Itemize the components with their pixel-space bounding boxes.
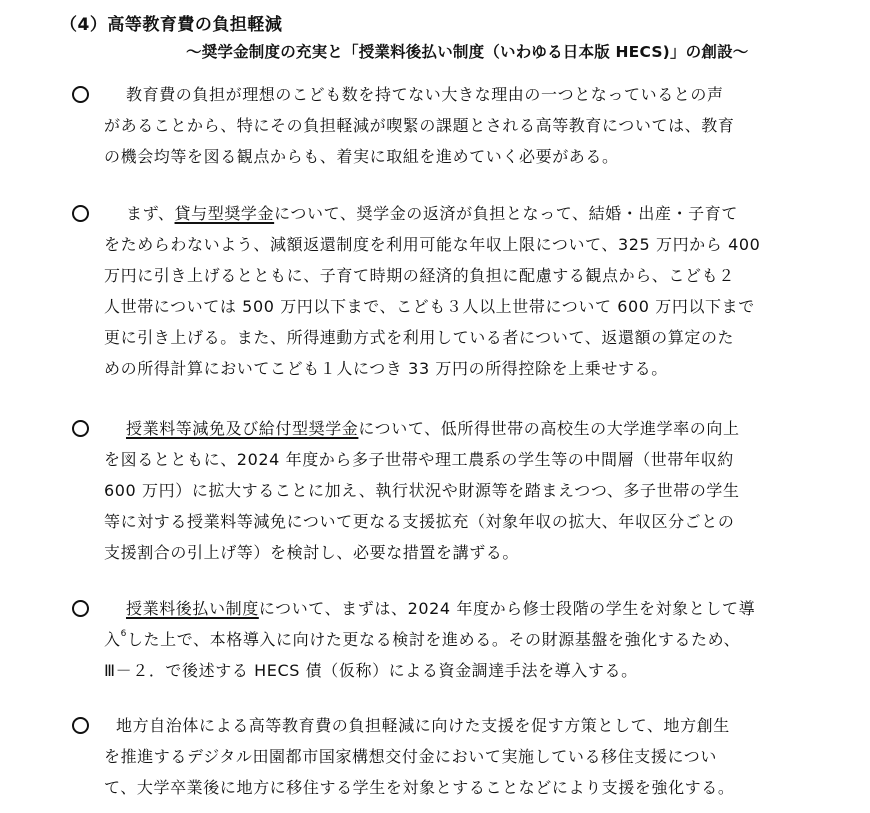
text-segment: した上で、本格導入に向けた更なる検討を進める。その財源基盤を強化するため、: [126, 630, 741, 649]
bullet-circle-icon: [72, 414, 89, 444]
underlined-term-deferred-tuition: 授業料後払い制度: [126, 599, 259, 618]
paragraph-line: 等に対する授業料等減免について更なる支援拡充（対象年収の拡大、年収区分ごとの: [104, 512, 735, 531]
paragraph-line: [126, 594, 755, 624]
section-subheading: ～奨学金制度の充実と「授業料後払い制度（いわゆる日本版 HECS)」の創設～: [186, 43, 749, 61]
paragraph-line: を図るとともに、2024 年度から多子世帯や理工農系の学生等の中間層（世帯年収約: [104, 450, 734, 469]
paragraph-line: [126, 414, 740, 444]
paragraph-line: 地方自治体による高等教育費の負担軽減に向けた支援を促す方策として、地方創生: [116, 716, 730, 735]
text-segment: 入: [104, 630, 121, 649]
underlined-term-loan-scholarship: 貸与型奨学金: [174, 204, 275, 223]
paragraph-line: 支援割合の引上げ等）を検討し、必要な措置を講ずる。: [104, 543, 520, 562]
section-heading: （4）高等教育費の負担軽減: [60, 15, 283, 35]
footnote-marker[interactable]: 6: [120, 629, 127, 639]
paragraph-line: 人世帯については 500 万円以下まで、こども３人以上世帯について 600 万円以下まで: [104, 297, 755, 316]
paragraph-line: があることから、特にその負担軽減が喫緊の課題とされる高等教育については、教育: [104, 116, 735, 135]
paragraph-line: 万円に引き上げるとともに、子育て時期の経済的負担に配慮する観点から、こども２: [104, 266, 735, 285]
paragraph-line: [126, 199, 738, 229]
bullet-circle-icon: [72, 80, 89, 110]
text-segment: について、まずは、2024 年度から修士段階の学生を対象として導: [258, 599, 756, 618]
text-segment: について、低所得世帯の高校生の大学進学率の向上: [358, 419, 740, 438]
paragraph-line: めの所得計算においてこども１人につき 33 万円の所得控除を上乗せする。: [104, 359, 668, 378]
bullet-circle-icon: [72, 199, 89, 229]
paragraph-line: の機会均等を図る観点からも、着実に取組を進めていく必要がある。: [104, 147, 619, 166]
text-segment: まず、: [126, 204, 175, 223]
paragraph-line: 更に引き上げる。また、所得連動方式を利用している者について、返還額の算定のた: [104, 328, 735, 347]
paragraph-line: を推進するデジタル田園都市国家構想交付金において実施している移住支援につい: [104, 747, 717, 766]
underlined-term-tuition-reduction: 授業料等減免及び給付型奨学金: [126, 419, 359, 438]
paragraph-line: [104, 625, 740, 655]
paragraph-line: をためらわないよう、減額返還制度を利用可能な年収上限について、325 万円から 400: [104, 235, 761, 254]
bullet-circle-icon: [72, 711, 89, 741]
paragraph-line: 教育費の負担が理想のこども数を持てない大きな理由の一つとなっているとの声: [126, 85, 724, 104]
paragraph-line: Ⅲ－２．で後述する HECS 債（仮称）による資金調達手法を導入する。: [104, 661, 638, 680]
bullet-circle-icon: [72, 594, 89, 624]
paragraph-line: 600 万円）に拡大することに加え、執行状況や財源等を踏まえつつ、多子世帯の学生: [104, 481, 740, 500]
paragraph-line: て、大学卒業後に地方に移住する学生を対象とすることなどにより支援を強化する。: [104, 778, 735, 797]
text-segment: について、奨学金の返済が負担となって、結婚・出産・子育て: [274, 204, 738, 223]
